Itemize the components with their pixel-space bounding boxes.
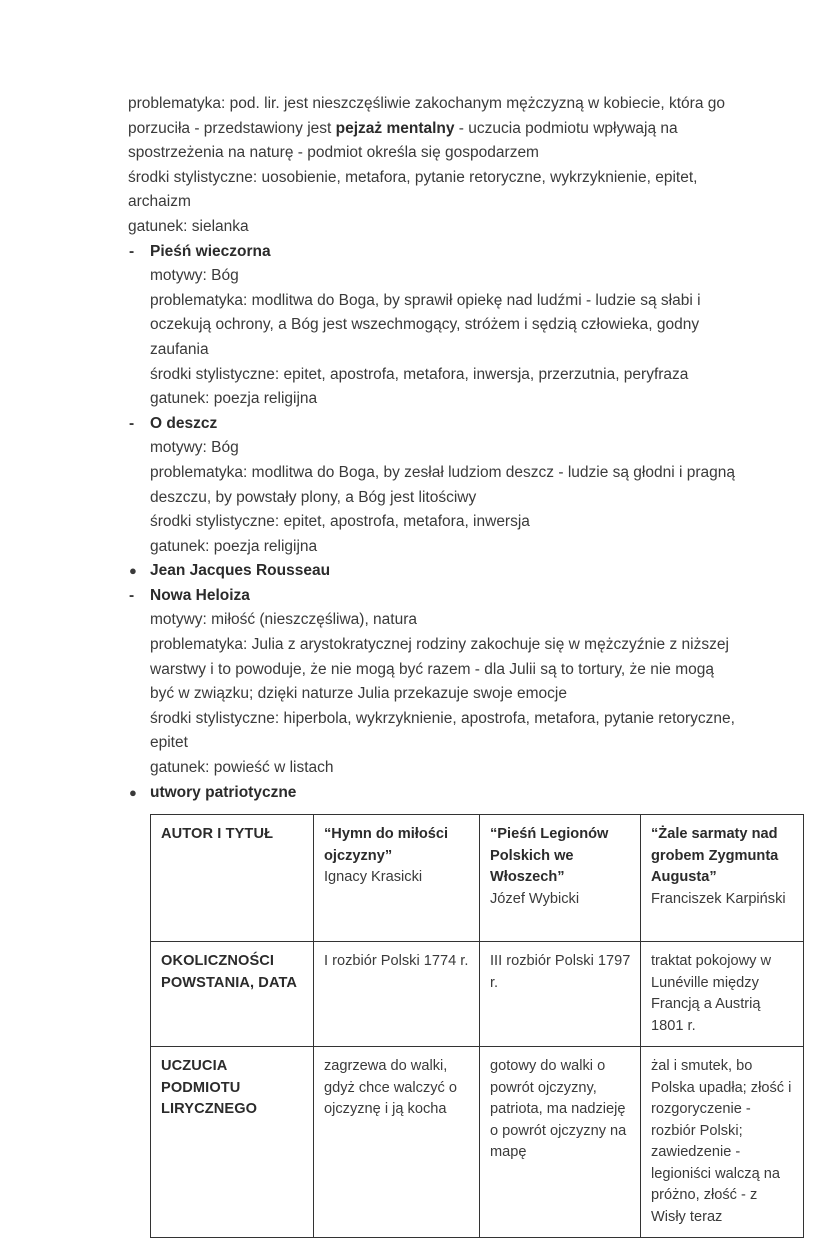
cell-body: Józef Wybicki bbox=[490, 890, 580, 907]
intro-line-0-suffix: - uczucia podmiotu wpływają na spostrzeżenia na naturę - podmiot określa się gospodarzem bbox=[128, 119, 678, 162]
table-cell bbox=[480, 942, 641, 1047]
bullet-marker-icon: ● bbox=[129, 784, 137, 800]
table-cell bbox=[314, 942, 480, 1047]
cell-body: III rozbiór Polski 1797 r. bbox=[490, 953, 631, 991]
table-cell bbox=[314, 1047, 480, 1238]
entry-title: Nowa Heloiza bbox=[150, 586, 250, 604]
entry-line: gatunek: poezja religijna bbox=[150, 390, 318, 408]
entry-title: utwory patriotyczne bbox=[150, 783, 297, 801]
table-row-label-cell bbox=[151, 815, 314, 942]
outline-entry-nowa-heloiza bbox=[128, 584, 740, 609]
cell-title: “Pieśń Legionów Polskich we Włoszech” bbox=[490, 826, 609, 886]
cell-body: Ignacy Krasicki bbox=[324, 869, 423, 886]
cell-title: “Hymn do miłości ojczyzny” bbox=[324, 826, 449, 864]
entry-line: problematyka: modlitwa do Boga, by sprawił opiekę nad ludźmi - ludzie są słabi i oczekują ochrony, a Bóg jest wszechmogący, stróżem i sędzią człowieka, godny zaufania bbox=[150, 291, 701, 358]
table-row-label-cell bbox=[151, 942, 314, 1047]
entry-body-o-deszcz bbox=[128, 436, 740, 559]
outline-entry-piesn-wieczorna bbox=[128, 240, 740, 265]
notes-outline bbox=[128, 92, 792, 1238]
dash-marker-icon: - bbox=[129, 414, 135, 432]
dash-marker-icon: - bbox=[129, 586, 135, 604]
table-cell bbox=[641, 815, 804, 942]
cell-body: zagrzewa do walki, gdyż chce walczyć o ojczyznę i ją kocha bbox=[324, 1058, 458, 1118]
cell-title: “Żale sarmaty nad grobem Zygmunta Augusta” bbox=[651, 826, 779, 886]
entry-line: gatunek: poezja religijna bbox=[150, 537, 318, 555]
table-cell bbox=[314, 815, 480, 942]
entry-line: środki stylistyczne: epitet, apostrofa, metafora, inwersja bbox=[150, 513, 530, 531]
comparison-table-wrapper bbox=[128, 814, 792, 1238]
entry-line: problematyka: Julia z arystokratycznej rodziny zakochuje się w mężczyźnie z niższej warstwy i to powoduje, że nie mogą być razem - dla Julii są to tortury, że nie mogą być w związku; dzięki naturze Julia przekazuje swoje emocje bbox=[150, 636, 729, 703]
entry-title: Pieśń wieczorna bbox=[150, 242, 271, 260]
entry-title: Jean Jacques Rousseau bbox=[150, 562, 331, 580]
table-cell bbox=[641, 942, 804, 1047]
dash-marker-icon: - bbox=[129, 242, 135, 260]
bullet-marker-icon: ● bbox=[129, 563, 137, 579]
cell-body: żal i smutek, bo Polska upadła; złość i rozgoryczenie - rozbiór Polski; zawiedzenie - legioniści walczą na próżno, złość - z Wisły teraz bbox=[651, 1058, 792, 1225]
entry-line: motywy: Bóg bbox=[150, 267, 239, 285]
row-label: OKOLICZNOŚCI POWSTANIA, DATA bbox=[161, 953, 298, 991]
table-row-label-cell bbox=[151, 1047, 314, 1238]
entry-line: środki stylistyczne: hiperbola, wykrzyknienie, apostrofa, metafora, pytanie retoryczne, epitet bbox=[150, 709, 735, 752]
comparison-table bbox=[150, 814, 804, 1238]
row-label: UCZUCIA PODMIOTU LIRYCZNEGO bbox=[161, 1058, 258, 1118]
row-label: AUTOR I TYTUŁ bbox=[161, 826, 274, 843]
intro-line-2: gatunek: sielanka bbox=[128, 217, 249, 235]
intro-line-0-prefix: problematyka: pod. lir. jest nieszczęśliwie zakochanym mężczyzną w kobiecie, która go porzuciła - przedstawiony jest bbox=[128, 95, 726, 137]
entry-line: gatunek: powieść w listach bbox=[150, 759, 334, 777]
intro-entry-body bbox=[128, 92, 740, 240]
entry-line: motywy: miłość (nieszczęśliwa), natura bbox=[150, 611, 418, 629]
entry-line: środki stylistyczne: epitet, apostrofa, metafora, inwersja, przerzutnia, peryfraza bbox=[150, 365, 689, 383]
entry-line: problematyka: modlitwa do Boga, by zesłał ludziom deszcz - ludzie są głodni i pragną deszczu, by powstały plony, a Bóg jest litościwy bbox=[150, 463, 735, 506]
outline-entry-utwory-patriotyczne bbox=[128, 781, 740, 806]
table-row bbox=[151, 815, 804, 942]
entry-body-nowa-heloiza bbox=[128, 608, 740, 780]
table-cell bbox=[480, 815, 641, 942]
cell-body: I rozbiór Polski 1774 r. bbox=[324, 953, 469, 970]
cell-body: traktat pokojowy w Lunéville między Francją a Austrią 1801 r. bbox=[651, 953, 772, 1034]
table-row bbox=[151, 942, 804, 1047]
table-cell bbox=[641, 1047, 804, 1238]
outline-entry-jean-jacques-rousseau bbox=[128, 559, 740, 584]
outline-entry-o-deszcz bbox=[128, 412, 740, 437]
entry-title: O deszcz bbox=[150, 414, 218, 432]
entry-body-piesn-wieczorna bbox=[128, 264, 740, 412]
intro-line-0-bold: pejzaż mentalny bbox=[335, 119, 455, 137]
intro-line-1: środki stylistyczne: uosobienie, metafora, pytanie retoryczne, wykrzyknienie, epitet, archaizm bbox=[128, 168, 698, 211]
entry-line: motywy: Bóg bbox=[150, 439, 239, 457]
table-cell bbox=[480, 1047, 641, 1238]
cell-body: Franciszek Karpiński bbox=[651, 890, 786, 907]
cell-body: gotowy do walki o powrót ojczyzny, patriota, ma nadzieję o powrót ojczyzny na mapę bbox=[490, 1058, 627, 1161]
table-row bbox=[151, 1047, 804, 1238]
intro-line-0 bbox=[128, 92, 740, 166]
